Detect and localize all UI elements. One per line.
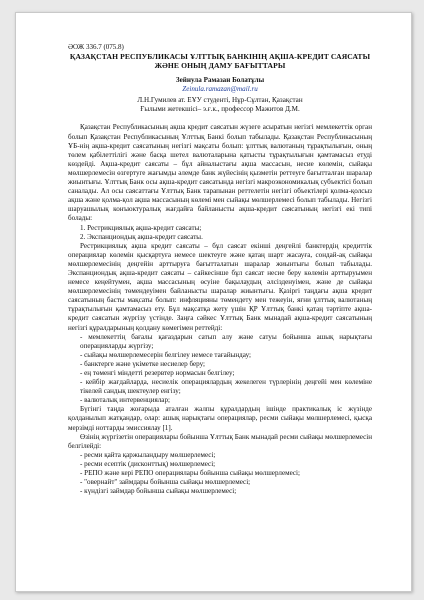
list-item: - ресми қайта қаржыландыру мөлшерлемесі;: [80, 450, 216, 459]
supervisor-line: Ғылыми жетекшісі– э.ғ.к., профессор Мажитов Д.М.: [140, 105, 300, 114]
list-item: 2. Экспанциондық ақша-кредит саясаты.: [80, 232, 203, 241]
policy-types-list: [68, 224, 372, 242]
list-item: - ең төменгі міндетті резервтер нормасын белгілеу;: [80, 369, 235, 377]
list-item: - кейбір жағдайларда, несиелік операциялардың жекелеген түрлерінің деңгейі мен көлеміне тікелей сандық шектеулер енгізу;: [80, 378, 372, 396]
author-affiliation: Л.Н.Гумилев ат. ЕҰУ студенті, Нұр-Сұлтан, Қазақстан: [137, 96, 303, 105]
list-item: 1. Рестрикциялық ақша-кредит саясаты;: [80, 223, 202, 232]
list-item: - "овернайт" займдары бойынша сыйақы мөлшерлемесі;: [80, 478, 251, 487]
rates-list: [68, 451, 372, 496]
article-title: ҚАЗАҚСТАН РЕСПУБЛИКАСЫ ҰЛТТЫҚ БАНКІНІҢ АҚША-КРЕДИТ САЯСАТЫ ЖӘНЕ ОНЫҢ ДАМУ БАҒЫТТАРЫ: [69, 52, 371, 71]
list-item: - күндізгі займдар бойынша сыйақы мөлшерлемесі;: [80, 487, 237, 496]
author-name: Зейнула Рамазан Болатұлы: [175, 76, 265, 85]
article: [68, 43, 372, 496]
list-item: - сыйақы мөлшерлемесерін белгілеу немесе тағайындау;: [80, 350, 252, 359]
list-item: - ресми есептік (дисконттық) мөлшерлемесі;: [80, 459, 216, 468]
list-item: - банктерге және үкіметке несиелер беру;: [80, 359, 206, 368]
udc-code: ӘОЖ 336.7 (075.8): [68, 43, 124, 51]
paragraph-rates-intro: Өзінің жүргізетін операциялары бойынша Ұлттық Банк мынадай ресми сыйақы мөлшерлемесін белгілейді:: [68, 432, 372, 450]
author-email[interactable]: Zeinula.ramazan@mail.ru: [182, 85, 258, 94]
paragraph-policy: Рестрикциялық ақша кредит саясаты – бұл саясат екінші деңгейлі банктердің кредиттік операциялар көлемін қысқартуға немесе шектеуге және қатаң шарт жасауға, сондай-ақ сыйақы мөлшерлемесінің деңгейін арттыруға бағытталатын шаралар жиынтығы болып табылады. Экспанциондық ақша-кредит саясаты – сайкесінше бұл саясат несие беру көлемін арттыруымен немесе кеңейтумен, ақша массасының өсуіне бақылаудың әлсізденуімен, және де сыйақы мөлшерлемесінің төмендеуімен байланысты шаралар жиынтығы. Қазіргі таңдағы ақша кредит саясатының басты мақсаты болып: инфляцияны төмендету мен тежеуін, яғни ұлттық валютаның тұрақтылығын қамтамасыз ету. Бұл мақсатқа жету үшін ҚР Ұлттық банкі қатаң тәртіпте ақша-кредит саясатын жүргізу үстінде. Заңға сәйкес Ұлттық Банк мынадай ақша-кредит саясатының негізгі құралдарының қолдану көмегімен реттейді:: [68, 241, 372, 332]
list-item: - мемлекеттің бағалы қағаздарын сатып алу және сатуы бойынша ашық нарықтағы операцияларды жүргізу;: [80, 332, 372, 350]
tools-list: [68, 333, 372, 406]
paragraph-practice: Бүгінгі таңда жоғарыда аталған жалпы құралдардың ішінде практикалық іс жүзінде қолданылып жатқандар, олар: ашық нарықтағы операциялар, ресми сыйақы мөлшерлемесі, қысқа мерзімді ноттарды эмиссиялау [1].: [68, 405, 372, 432]
list-item: - валюталық интервенциялар;: [80, 396, 170, 405]
document-page: [15, 12, 412, 592]
paragraph-intro: Қазақстан Республикасының ақша кредит саясатын жүзеге асыратын негізгі мемлекеттік орган болып Қазақстан Республикасының Ұлттық Банкі болып табылады. Қазақстан Республикасының ҰБ-нің ақша-кредит саясатының негізгі мақсаты болып: ұлттық валютаның тұрақтылығын, оның төлем қабілеттілігі және басқа шетел валюталарына қатысты тұрақтылығын қамтамасыз етуді көздейді. Ақша-кредит саясаты – бұл айналыстағы ақша массасын, несие көлемін, сыйақы мөлшерлемесін өзгертуге жағымды әлемде банк жүйесінің қызметін реттеуге бағытталған шаралар жиынтығы. Ұлттық Банк осы ақша-кредит саясатында негізгі макроэкономикалық субъектісі болып саналады. Ал осы саясаттағы Ұлттық Банк тарапынан реттелетін негізгі объектілері қолма-қолсыз ақша және қолма-қол ақша массасының көлемі мен сыйақы мөлшерлемесі болып табылады. Негізгі шаруашылық конъюктуралық жағдайға байланысты ақша-кредит саясатының негізгі екі типі болады:: [68, 123, 372, 223]
list-item: - РЕПО және кері РЕПО операциялары бойынша сыйақы мөлшерлемесі;: [80, 469, 301, 478]
